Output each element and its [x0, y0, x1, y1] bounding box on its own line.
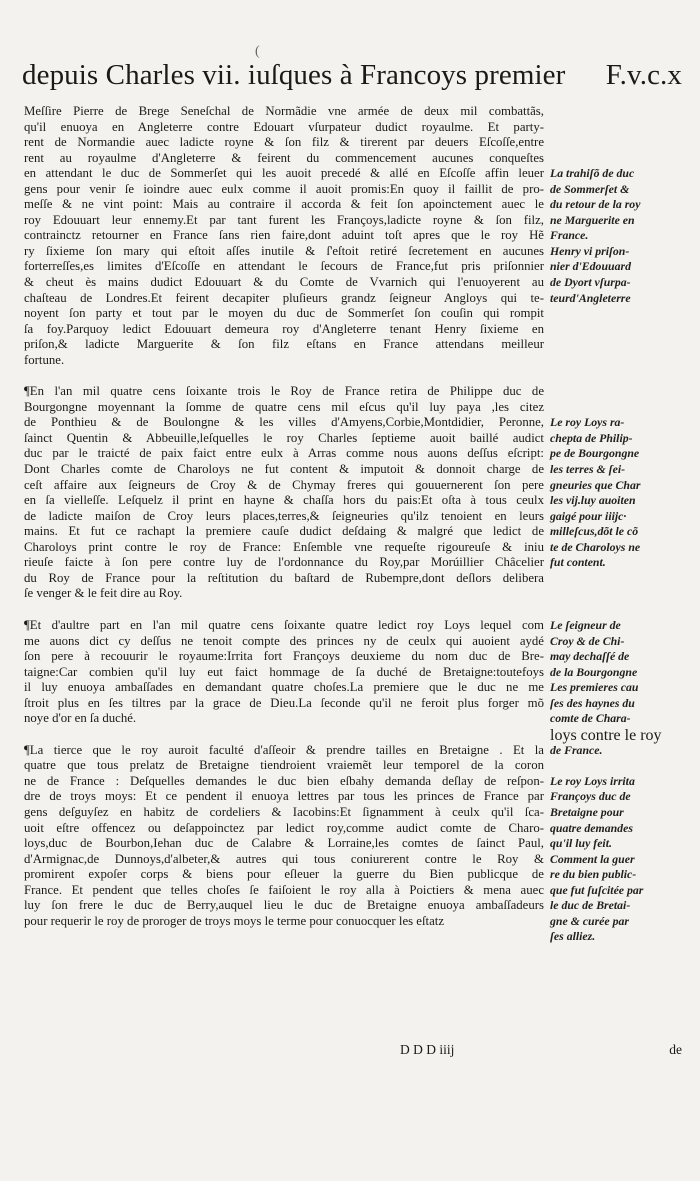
- main-text-column: [24, 104, 544, 929]
- text-line: en attendant le duc de Sommerſet qui les auoit precedé & allé en Eſcoſſe affin leuer: [24, 166, 544, 181]
- text-line: noye d'or en ſa duché.: [24, 711, 137, 726]
- margin-note-line: loys contre le roy: [550, 726, 662, 744]
- text-line: en ſa vielleſſe. Leſquelz il print en hayne & chaſſa hors du pais:Et oſta à tous ceulx: [24, 493, 544, 508]
- margin-note-line: ſes alliez.: [550, 929, 596, 944]
- margin-note-line: ſes des haynes du: [550, 695, 635, 710]
- text-line: il luy enuoya ambaſſades en demandant quatre choſes.La premiere que le duc ne me: [24, 680, 544, 695]
- margin-spacer: [550, 400, 682, 416]
- margin-note-line: pe de Bourgongne: [550, 446, 640, 461]
- running-title: depuis Charles vii. iuſques à Francoys premier: [22, 59, 566, 91]
- text-line: pour requerir le roy de proroger de troys moys le terme pour conuocquer les eſtatz: [24, 913, 445, 928]
- margin-note-line: France.: [550, 228, 589, 243]
- text-line: uoit eſtre offencez ou deſappoinctez par ledict roy,comme audict comte de Charo-: [24, 820, 544, 835]
- margin-note-line: les terres & ſei-: [550, 462, 626, 477]
- text-line: rent au royaulme d'Angleterre & feirent du commencement aucunes conqueſtes: [24, 150, 544, 165]
- text-line: ¶Et d'aultre part en l'an mil quatre cens ſoixante quatre ledict roy Loys lequel com: [24, 617, 544, 632]
- margin-spacer: [550, 758, 682, 774]
- text-line: ceſt affaire aux ſeigneurs de Croy & de Chymay freres qui gouuernerent ſon pere: [24, 477, 544, 492]
- text-line: chaſteau de Londres.Et feirent decapiter pluſieurs grandz ſeigneur Angloys qui te-: [24, 290, 544, 305]
- text-line: Charoloys print contre le roy de France: Enſemble vne requeſte rigoureuſe & iniu: [24, 539, 544, 554]
- margin-note-line: milleſcus,dõt le cõ: [550, 524, 639, 539]
- text-line: me auons dict cy deſſus ne tenoit compte des princes ny de ceulx qui auoient aydé: [24, 633, 544, 648]
- margin-note-line: gneuries que Char: [550, 477, 641, 492]
- text-line: Bourgongne moyennant la ſomme de quatre cens mil eſcus qu'il luy paya ,les citez: [24, 399, 544, 414]
- text-line: de ladicte maiſon de Croy leurs places,terres,& ſeigneuries qu'ilz tenoient en leurs: [24, 508, 544, 523]
- text-line: ry ſixieme ſon mary qui eſtoit aſſes inutile & ſ'eſtoit retiré ſecretement en aucunes: [24, 243, 544, 258]
- margin-note-line: qu'il luy feit.: [550, 836, 612, 851]
- paragraph-gap: [24, 727, 544, 743]
- margin-note-line: Le roy Loys irrita: [550, 773, 635, 788]
- text-line: Dont Charles comte de Charoloys ne fut content & imputoit & donnoit charge de: [24, 462, 544, 477]
- margin-spacer: [550, 337, 682, 353]
- catchword: de: [669, 1042, 682, 1057]
- marginal-notes-column: [550, 104, 682, 945]
- margin-note-line: le duc de Bretai-: [550, 898, 631, 913]
- margin-spacer: [550, 306, 682, 322]
- text-line: luy ſon frere le duc de Berry,auquel lieu le duc de Bretaigne enuoya ambaſſadeurs: [24, 898, 544, 913]
- text-line: mains. Et fut ce rachapt la premiere cauſe dudict deſdaing & malgré que ledict de: [24, 524, 544, 539]
- text-line: & cheut ès mains dudict Edouuart & du Comte de Vvarnich qui l'enuoyerent au: [24, 275, 544, 290]
- margin-note-line: te de Charoloys ne: [550, 539, 641, 554]
- margin-note-line: Bretaigne pour: [550, 804, 624, 819]
- margin-note-line: de Sommerſet &: [550, 181, 630, 196]
- text-line: ſon pere à recouurir le royaume:Irrita fort Françoys deuxieme du nom duc de Bre-: [24, 649, 544, 664]
- text-line: duc par le traicté de paix faict entre eulx à Arras comme nous auons deſſus eſcript:: [24, 446, 544, 461]
- text-line: fortune.: [24, 352, 65, 367]
- margin-note-line: may dechaſſé de: [550, 649, 630, 664]
- text-line: rent de Normandie auec ladicte royne & ſon filz & tirerent par deuers Eſcoſſe,entre: [24, 135, 544, 150]
- running-head: [22, 58, 682, 92]
- text-line: gens deſguyſez en habitz de cordeliers & Iacobins:Et ſignamment à ceulx qu'il ſca-: [24, 804, 544, 819]
- paragraph-gap: [24, 602, 544, 618]
- text-line: contrainctz retourner en France ſans rien faire,dont aduint toſt apres que le roy Hẽ: [24, 228, 544, 243]
- margin-note-line: Comment la guer: [550, 851, 635, 866]
- text-line: France. Et pendent que telles choſes ſe faiſoient le roy alla à Poictiers & mena auec: [24, 882, 544, 897]
- margin-spacer: [550, 602, 682, 618]
- text-line: meſſe & ne vint point: Mais au contraire il accorda & feit ſon apoinctement auec le: [24, 197, 544, 212]
- text-line: rieuſe faicte à ſon pere contre luy de l'ordonnance du Roy,par Morúillier Châcelier: [24, 555, 544, 570]
- text-line: ſainct Quentin & Abbeuille,leſquelles le roy Charles ſeptieme auoit baillé audict: [24, 430, 544, 445]
- margin-note-line: La trahiſõ de duc: [550, 166, 635, 181]
- margin-note-line: quatre demandes: [550, 820, 633, 835]
- text-line: priſon,& ladicte Marguerite & ſon filz eſtans en France attendans meilleur: [24, 337, 544, 352]
- text-line: loys,duc de Bourbon,Iehan duc de Calabre & Lorraine,les comtes de ſainct Paul,: [24, 836, 544, 851]
- text-line: d'Armignac,de Dunnoys,d'albeter,& autres qui tous coniurerent contre le Roy &: [24, 851, 544, 866]
- margin-spacer: [550, 151, 682, 167]
- text-line: noyent ſon party et tout par le moyen du duc de Sommerſet ſon couſin qui rompit: [24, 306, 544, 321]
- margin-note-line: re du bien public-: [550, 867, 637, 882]
- margin-note-line: ne Marguerite en: [550, 212, 635, 227]
- margin-spacer: [550, 586, 682, 602]
- margin-note-line: de la Bourgongne: [550, 664, 638, 679]
- text-line: Meſſire Pierre de Brege Seneſchal de Normãdie vne armée de deux mil combattãs,: [24, 104, 544, 118]
- text-line: de Ponthieu & de Boulongne & les villes d'Amyens,Corbie,Montdidier, Peronne,: [24, 415, 544, 430]
- text-line: forterreſſes,es limites d'Eſcoſſe en attendant le ſecours de France,fut pris priſonnier: [24, 259, 544, 274]
- margin-note-line: de Dyort vſurpa-: [550, 275, 631, 290]
- margin-spacer: [550, 135, 682, 151]
- margin-note-line: que fut ſuſcitée par: [550, 882, 644, 897]
- margin-note-line: Le roy Loys ra-: [550, 415, 625, 430]
- signature-mark: D D D iiij: [400, 1042, 455, 1057]
- text-line: ne de France : Deſquelles demandes le duc bien eſbahy demanda deſlay de reſpon-: [24, 773, 544, 788]
- page-footer: [400, 1042, 682, 1058]
- text-line: promirent expoſer corps & biens pour eſleuer la guerre du Bien publicque de: [24, 867, 544, 882]
- text-line: gens pour venir ſe ioindre auec eulx comme il auoit promis:En quoy il faillit de pro-: [24, 181, 544, 196]
- margin-spacer: [550, 368, 682, 384]
- margin-note-line: Françoys duc de: [550, 789, 631, 804]
- paragraph-gap: [24, 368, 544, 384]
- text-line: taigne:Car combien qu'il luy eut faict hommage de ſa duché de Bretaigne:toutefoys: [24, 664, 544, 679]
- folio-number: F.v.c.x: [605, 59, 682, 91]
- text-line: dre de troys moys: Et ce pendent il enuoya lettres par tous les princes de France par: [24, 789, 544, 804]
- margin-spacer: [550, 353, 682, 369]
- margin-spacer: [550, 104, 682, 120]
- text-line: ¶En l'an mil quatre cens ſoixante trois le Roy de France retira de Philippe duc de: [24, 384, 544, 399]
- margin-note-line: nier d'Edouuard: [550, 259, 631, 274]
- margin-note-line: Le ſeigneur de: [550, 617, 621, 632]
- margin-note-line: chepta de Philip-: [550, 430, 633, 445]
- text-line: ¶La tierce que le roy auroit faculté d'aſſeoir & prendre tailles en Bretaigne . Et la: [24, 742, 544, 757]
- text-line: quatre que tous prelatz de Bretaigne tiendroient vraiemẽt leur temporel de la coron: [24, 758, 544, 773]
- margin-note-line: Croy & de Chi-: [550, 633, 625, 648]
- text-line: ſe venger & le feit dire au Roy.: [24, 586, 183, 601]
- margin-note-line: gne & curée par: [550, 913, 629, 928]
- text-line: roy Edouuart leur ennemy.Et par tant furent les Françoys,ladicte royne & ſon filz,: [24, 212, 544, 227]
- folio-mark: (: [255, 44, 260, 59]
- margin-spacer: [550, 384, 682, 400]
- margin-spacer: [550, 571, 682, 587]
- margin-spacer: [550, 322, 682, 338]
- margin-note-line: gaigé pour iiijc·: [550, 508, 627, 523]
- text-line: ſtroit plus en ſes tiltres par la grace de Dieu.La ſeconde qu'il ne feroit plus forger mõ: [24, 695, 544, 710]
- margin-note-line: du retour de la roy: [550, 197, 641, 212]
- margin-note-line: fut content.: [550, 555, 606, 570]
- margin-note-line: de France.: [550, 742, 603, 757]
- margin-note-line: Les premieres cau: [550, 680, 639, 695]
- margin-note-line: comte de Chara-: [550, 711, 631, 726]
- text-line: qu'il enuoya en Angleterre contre Edouart vſurpateur dudict royaulme. Et party-: [24, 119, 544, 134]
- margin-note-line: Henry vi priſon-: [550, 243, 630, 258]
- text-line: ſa foy.Parquoy ledict Edouuart demeura roy d'Angleterre tenant Henry ſixieme en: [24, 321, 544, 336]
- margin-note-line: les vij.luy auoiten: [550, 493, 636, 508]
- margin-note-line: teurd'Angleterre: [550, 290, 631, 305]
- margin-spacer: [550, 120, 682, 136]
- text-line: du Roy de France pour la reſtitution du baſtard de Rubempre,dont deſlors delibera: [24, 570, 544, 585]
